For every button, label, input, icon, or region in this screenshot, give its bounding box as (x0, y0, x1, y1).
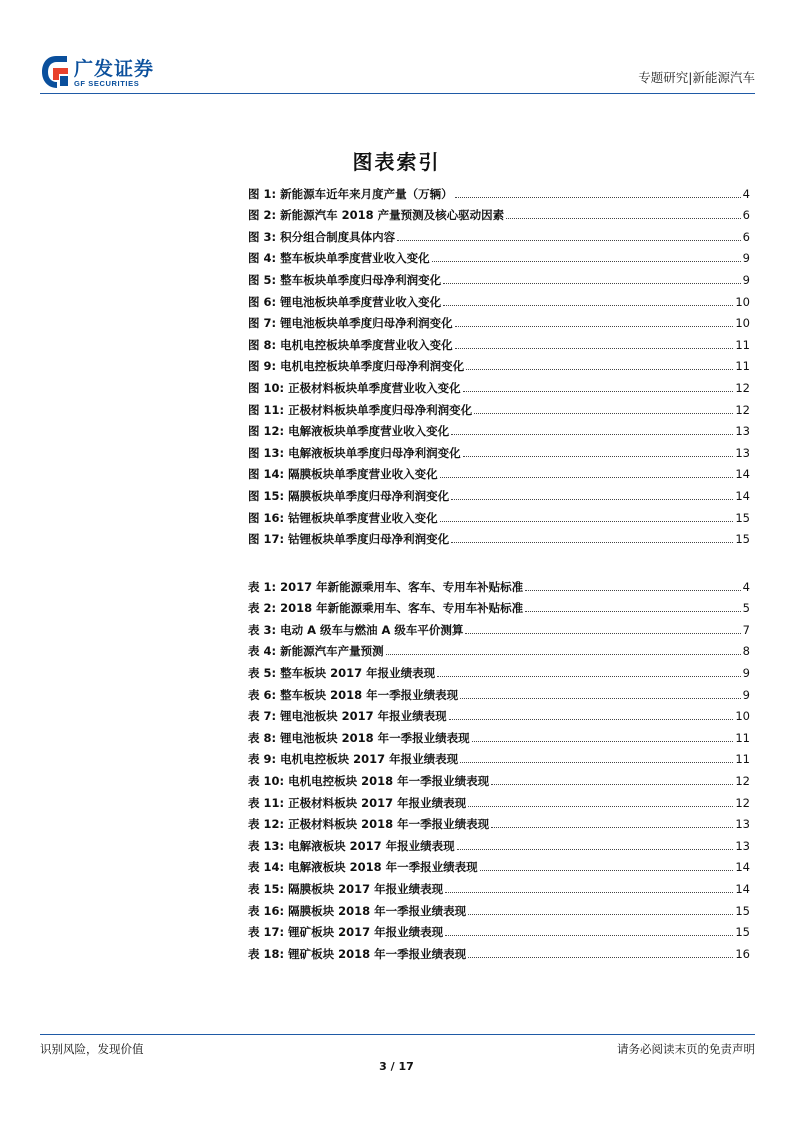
dot-leader (463, 456, 734, 457)
footer-divider (40, 1034, 755, 1035)
dot-leader (451, 499, 733, 500)
toc-label: 图 10: (248, 380, 285, 395)
table-index-entry[interactable] (248, 896, 750, 918)
dot-leader (443, 283, 741, 284)
dot-leader (463, 391, 734, 392)
figure-index-entry[interactable] (248, 417, 750, 439)
table-index-entry[interactable] (248, 810, 750, 832)
dot-leader (480, 870, 734, 871)
dot-leader (397, 240, 741, 241)
toc-page-number: 9 (742, 665, 750, 680)
toc-title: 新能源汽车 2018 产量预测及核心驱动因素 (280, 208, 505, 223)
toc-label: 表 14: (248, 860, 285, 875)
dot-leader (491, 827, 733, 828)
toc-page-number: 11 (735, 730, 750, 745)
toc-page-number: 11 (735, 752, 750, 767)
toc-page-number: 9 (742, 272, 750, 287)
toc-title: 锂电池板块 2018 年一季报业绩表现 (280, 730, 470, 745)
table-index-entry[interactable] (248, 853, 750, 875)
toc-page-number: 14 (735, 881, 750, 896)
toc-title: 电机电控板块单季度归母净利润变化 (280, 359, 465, 374)
figure-index-entry[interactable] (248, 244, 750, 266)
toc-page-number: 6 (742, 208, 750, 223)
toc-label: 表 5: (248, 665, 277, 680)
toc-page-number: 15 (735, 925, 750, 940)
toc-title: 电机电控板块单季度营业收入变化 (280, 337, 453, 352)
toc-page-number: 15 (735, 510, 750, 525)
dot-leader (466, 369, 733, 370)
dot-leader (525, 611, 741, 612)
dot-leader (455, 326, 734, 327)
dot-leader (468, 914, 733, 915)
toc-page-number: 8 (742, 644, 750, 659)
toc-title: 锂电池板块单季度归母净利润变化 (280, 316, 453, 331)
figure-index-entry[interactable] (248, 265, 750, 287)
toc-label: 表 13: (248, 838, 285, 853)
logo-english-name: GF SECURITIES (74, 79, 140, 88)
toc-title: 锂矿板块 2018 年一季报业绩表现 (288, 946, 467, 961)
dot-leader (449, 719, 734, 720)
dot-leader (451, 542, 733, 543)
table-index-entry[interactable] (248, 702, 750, 724)
figure-index-entry[interactable] (248, 481, 750, 503)
toc-label: 表 11: (248, 795, 285, 810)
dot-leader (460, 762, 733, 763)
toc-title: 隔膜板块单季度归母净利润变化 (288, 488, 450, 503)
dot-leader (468, 957, 733, 958)
toc-title: 锂电池板块单季度营业收入变化 (280, 294, 442, 309)
figure-index-entry[interactable] (248, 525, 750, 547)
toc-title: 电动 A 级车与燃油 A 级车平价测算 (280, 622, 464, 637)
figure-index-entry[interactable] (248, 201, 750, 223)
toc-label: 表 7: (248, 709, 277, 724)
toc-page-number: 9 (742, 687, 750, 702)
table-index-entry[interactable] (248, 572, 750, 594)
toc-label: 表 3: (248, 622, 277, 637)
table-index-entry[interactable] (248, 680, 750, 702)
toc-title: 新能源汽车产量预测 (280, 644, 384, 659)
toc-title: 整车板块单季度归母净利润变化 (280, 272, 442, 287)
table-index-entry[interactable] (248, 939, 750, 961)
toc-page-number: 13 (735, 424, 750, 439)
toc-label: 图 11: (248, 402, 285, 417)
toc-title: 电解液板块 2017 年报业绩表现 (288, 838, 455, 853)
toc-title: 电机电控板块 2017 年报业绩表现 (280, 752, 459, 767)
toc-page-number: 13 (735, 445, 750, 460)
figure-index-entry[interactable] (248, 179, 750, 201)
table-index-entry[interactable] (248, 723, 750, 745)
toc-title: 2017 年新能源乘用车、客车、专用车补贴标准 (280, 579, 524, 594)
dot-leader (491, 784, 733, 785)
page-number: 3 / 17 (379, 1060, 414, 1073)
figure-index-entry[interactable] (248, 373, 750, 395)
toc-label: 图 6: (248, 294, 277, 309)
toc-page-number: 12 (735, 402, 750, 417)
toc-label: 表 4: (248, 644, 277, 659)
toc-title: 正极材料板块 2017 年报业绩表现 (288, 795, 467, 810)
toc-title: 正极材料板块 2018 年一季报业绩表现 (288, 817, 490, 832)
table-index-entry[interactable] (248, 745, 750, 767)
toc-label: 图 15: (248, 488, 285, 503)
figure-index-entry[interactable] (248, 330, 750, 352)
report-category: 专题研究|新能源汽车 (638, 70, 755, 85)
toc-label: 图 9: (248, 359, 277, 374)
footer-slogan: 识别风险，发现价值 (40, 1042, 144, 1056)
toc-label: 表 12: (248, 817, 285, 832)
toc-page-number: 11 (735, 337, 750, 352)
table-index-entry[interactable] (248, 831, 750, 853)
dot-leader (451, 434, 733, 435)
toc-title: 电解液板块 2018 年一季报业绩表现 (288, 860, 478, 875)
dot-leader (445, 935, 733, 936)
toc-page-number: 10 (735, 316, 750, 331)
toc-page-number: 13 (735, 817, 750, 832)
toc-page-number: 7 (742, 622, 750, 637)
toc-page-number: 4 (742, 186, 750, 201)
table-index-entry[interactable] (248, 874, 750, 896)
figure-index-entry[interactable] (248, 287, 750, 309)
toc-title: 正极材料板块单季度归母净利润变化 (288, 402, 473, 417)
toc-title: 钴锂板块单季度营业收入变化 (288, 510, 438, 525)
toc-page-number: 14 (735, 488, 750, 503)
toc-label: 表 8: (248, 730, 277, 745)
dot-leader (455, 348, 734, 349)
toc-page-number: 12 (735, 773, 750, 788)
dot-leader (440, 521, 734, 522)
company-logo (40, 52, 200, 92)
toc-page-number: 12 (735, 795, 750, 810)
toc-label: 图 13: (248, 445, 285, 460)
toc-title: 电解液板块单季度归母净利润变化 (288, 445, 461, 460)
toc-title: 2018 年新能源乘用车、客车、专用车补贴标准 (280, 601, 524, 616)
gf-logo-icon (40, 52, 72, 92)
figure-index-entry[interactable] (248, 460, 750, 482)
toc-label: 表 18: (248, 946, 285, 961)
toc-page-number: 14 (735, 467, 750, 482)
table-index-entry[interactable] (248, 766, 750, 788)
toc-label: 表 17: (248, 925, 285, 940)
toc-page-number: 16 (735, 946, 750, 961)
toc-label: 表 2: (248, 601, 277, 616)
toc-title: 隔膜板块 2018 年一季报业绩表现 (288, 903, 467, 918)
toc-label: 图 16: (248, 510, 285, 525)
logo-chinese-name: 广发证券 (74, 58, 155, 80)
toc-page-number: 12 (735, 380, 750, 395)
dot-leader (460, 698, 741, 699)
dot-leader (445, 892, 733, 893)
figure-index-entry[interactable] (248, 309, 750, 331)
figure-index-list (248, 179, 750, 546)
toc-label: 图 3: (248, 229, 277, 244)
toc-page-number: 14 (735, 860, 750, 875)
table-index-entry[interactable] (248, 615, 750, 637)
toc-page-number: 15 (735, 532, 750, 547)
dot-leader (386, 654, 741, 655)
toc-page-number: 13 (735, 838, 750, 853)
table-index-list (248, 572, 750, 961)
toc-label: 表 16: (248, 903, 285, 918)
toc-label: 图 8: (248, 337, 277, 352)
toc-label: 图 4: (248, 251, 277, 266)
figure-index-entry[interactable] (248, 395, 750, 417)
footer-disclaimer: 请务必阅读末页的免责声明 (617, 1042, 755, 1056)
toc-title: 隔膜板块 2017 年报业绩表现 (288, 881, 444, 896)
toc-page-number: 4 (742, 579, 750, 594)
figure-index-entry[interactable] (248, 503, 750, 525)
dot-leader (465, 633, 740, 634)
table-index-entry[interactable] (248, 918, 750, 940)
figure-index-entry[interactable] (248, 438, 750, 460)
dot-leader (472, 741, 734, 742)
toc-title: 锂矿板块 2017 年报业绩表现 (288, 925, 444, 940)
toc-title: 新能源车近年来月度产量（万辆） (280, 186, 453, 201)
figure-index-entry[interactable] (248, 222, 750, 244)
toc-label: 图 2: (248, 208, 277, 223)
dot-leader (455, 197, 741, 198)
dot-leader (506, 218, 741, 219)
table-index-entry[interactable] (248, 637, 750, 659)
page-header (40, 52, 755, 92)
dot-leader (432, 261, 741, 262)
toc-label: 表 9: (248, 752, 277, 767)
toc-label: 表 6: (248, 687, 277, 702)
figure-index-entry[interactable] (248, 352, 750, 374)
dot-leader (468, 806, 733, 807)
toc-title: 整车板块单季度营业收入变化 (280, 251, 430, 266)
toc-label: 表 10: (248, 773, 285, 788)
toc-label: 图 5: (248, 272, 277, 287)
toc-title: 电解液板块单季度营业收入变化 (288, 424, 450, 439)
dot-leader (443, 305, 733, 306)
page-title: 图表索引 (352, 150, 441, 174)
toc-title: 整车板块 2017 年报业绩表现 (280, 665, 436, 680)
toc-page-number: 10 (735, 294, 750, 309)
table-index-entry[interactable] (248, 658, 750, 680)
dot-leader (474, 413, 733, 414)
table-index-entry[interactable] (248, 594, 750, 616)
toc-page-number: 9 (742, 251, 750, 266)
header-divider (40, 93, 755, 94)
toc-page-number: 6 (742, 229, 750, 244)
dot-leader (457, 849, 734, 850)
dot-leader (440, 477, 734, 478)
toc-title: 锂电池板块 2017 年报业绩表现 (280, 709, 447, 724)
toc-label: 图 7: (248, 316, 277, 331)
toc-title: 整车板块 2018 年一季报业绩表现 (280, 687, 459, 702)
toc-title: 电机电控板块 2018 年一季报业绩表现 (288, 773, 490, 788)
dot-leader (437, 676, 741, 677)
dot-leader (525, 590, 741, 591)
toc-label: 图 1: (248, 186, 277, 201)
toc-label: 表 15: (248, 881, 285, 896)
toc-page-number: 5 (742, 601, 750, 616)
toc-title: 钴锂板块单季度归母净利润变化 (288, 532, 450, 547)
toc-page-number: 11 (735, 359, 750, 374)
toc-title: 隔膜板块单季度营业收入变化 (288, 467, 438, 482)
toc-page-number: 15 (735, 903, 750, 918)
table-index-entry[interactable] (248, 788, 750, 810)
toc-label: 图 17: (248, 532, 285, 547)
toc-title: 积分组合制度具体内容 (280, 229, 396, 244)
toc-label: 表 1: (248, 579, 277, 594)
toc-label: 图 12: (248, 424, 285, 439)
toc-page-number: 10 (735, 709, 750, 724)
toc-label: 图 14: (248, 467, 285, 482)
toc-title: 正极材料板块单季度营业收入变化 (288, 380, 461, 395)
